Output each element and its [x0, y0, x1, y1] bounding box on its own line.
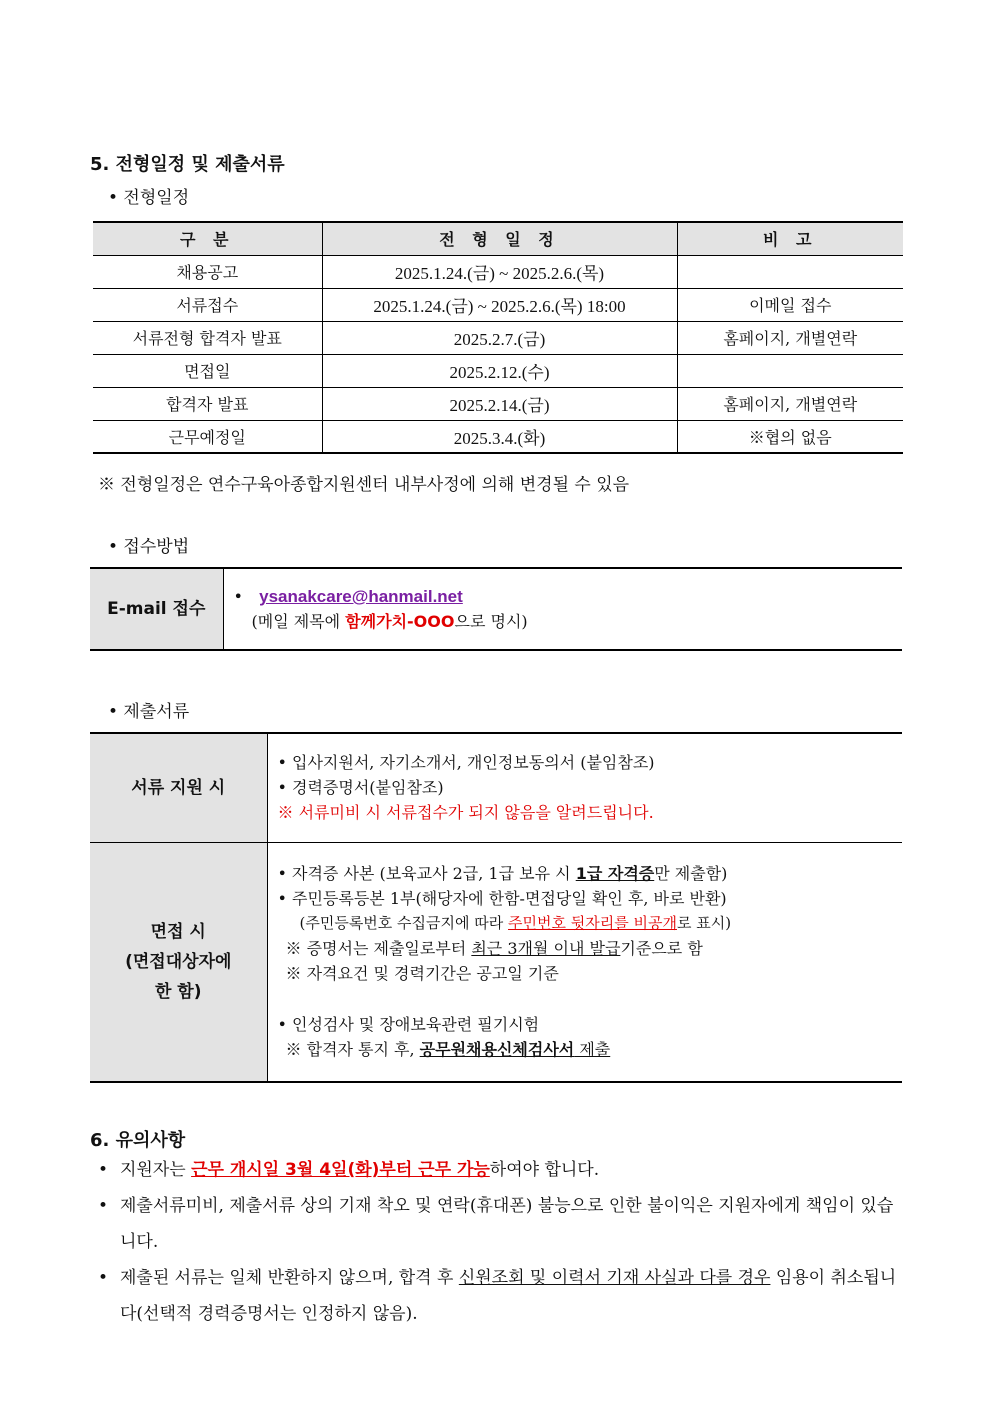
row-date: 2025.1.24.(금) ~ 2025.2.6.(목) [322, 255, 677, 288]
subject-suffix: 으로 명시) [454, 612, 528, 631]
resident-line: • 주민등록등본 1부(해당자에 한함-면접당일 확인 후, 바로 반환) [277, 889, 727, 909]
docs-interview-row [90, 842, 902, 1082]
caution-3-highlight: 신원조회 및 이력서 기재 사실과 다를 경우 [458, 1268, 771, 1288]
caution-bullet: • [98, 1268, 109, 1288]
caution-item-3 [98, 1260, 904, 1332]
caution-1-prefix: 지원자는 [120, 1160, 192, 1180]
docs-apply-label: 서류 지원 시 [90, 733, 267, 842]
apply-warning: ※ 서류미비 시 서류접수가 되지 않음을 알려드립니다. [277, 803, 654, 823]
apply-item-1: • 입사지원서, 자기소개서, 개인정보동의서 (붙임참조) [277, 753, 655, 773]
caution-bullet: • [98, 1160, 109, 1180]
resident-note-highlight: 주민번호 뒷자리를 비공개 [508, 914, 677, 933]
cert-prefix: • 자격증 사본 (보육교사 2급, 1급 보유 시 [277, 864, 576, 884]
qualification-note: ※ 자격요건 및 경력기간은 공고일 기준 [285, 964, 559, 984]
row-category: 합격자 발표 [93, 387, 322, 420]
test-line: • 인성검사 및 장애보육관련 필기시험 [277, 1015, 540, 1035]
row-remark [677, 354, 903, 387]
caution-1-highlight: 근무 개시일 3월 4일(화)부터 근무 가능 [191, 1160, 490, 1180]
email-link[interactable]: ysanakcare@hanmail.net [259, 587, 463, 606]
issue-line [278, 936, 893, 961]
email-bullet: • [233, 587, 243, 606]
table-row [93, 354, 903, 387]
docs-apply-row [90, 733, 902, 842]
cautions-list [98, 1152, 904, 1332]
caution-3-suffix: 임용이 취소됩니다(선택적 경력증명서는 인정하지 않음). [120, 1268, 897, 1324]
interview-label-line-2: (면접대상자에 [125, 951, 232, 972]
subject-highlight: 함께가치-OOO [345, 612, 455, 631]
row-date: 2025.2.7.(금) [322, 321, 677, 354]
row-category: 근무예정일 [93, 420, 322, 453]
issue-suffix: 기준으로 함 [620, 939, 703, 959]
pass-line [278, 1037, 893, 1062]
caution-1-suffix: 하여야 합니다. [489, 1160, 600, 1180]
method-row [90, 568, 902, 650]
pass-highlight: 공무원채용신체검사서 [419, 1040, 575, 1060]
subject-prefix: (메일 제목에 [251, 612, 346, 631]
schedule-note: ※ 전형일정은 연수구육아종합지원센터 내부사정에 의해 변경될 수 있음 [98, 475, 630, 495]
row-category: 서류전형 합격자 발표 [93, 321, 322, 354]
docs-apply-content [267, 733, 902, 842]
caution-bullet: • [98, 1196, 109, 1216]
resident-note-suffix: 로 표시) [676, 914, 732, 933]
header-schedule: 전 형 일 정 [322, 222, 677, 255]
interview-label-line-3: 한 함) [154, 981, 202, 1002]
email-line [234, 584, 893, 609]
caution-3-prefix: 제출된 서류는 일체 반환하지 않으며, 합격 후 [120, 1268, 459, 1288]
cert-suffix: 만 제출함) [654, 864, 728, 884]
method-label: E-mail 접수 [90, 568, 223, 650]
header-category: 구 분 [93, 222, 322, 255]
section-5-title: 5. 전형일정 및 제출서류 [90, 154, 285, 175]
caution-item-1 [98, 1152, 904, 1188]
interview-label-line-1: 면접 시 [150, 921, 206, 942]
row-date: 2025.1.24.(금) ~ 2025.2.6.(목) 18:00 [322, 288, 677, 321]
table-row [93, 321, 903, 354]
schedule-heading: • 전형일정 [108, 188, 190, 208]
pass-suffix: 제출 [574, 1040, 611, 1060]
resident-note-prefix: (주민등록번호 수집금지에 따라 [299, 914, 509, 933]
docs-interview-content [267, 842, 902, 1082]
docs-heading: • 제출서류 [108, 702, 190, 722]
row-remark: ※협의 없음 [677, 420, 903, 453]
schedule-table [93, 221, 903, 454]
row-remark [677, 255, 903, 288]
method-table [90, 567, 902, 651]
docs-table [90, 732, 902, 1083]
caution-item-2 [98, 1188, 904, 1260]
subject-line [234, 609, 893, 634]
table-row [93, 288, 903, 321]
row-date: 2025.3.4.(화) [322, 420, 677, 453]
cert-line [278, 861, 893, 886]
row-remark: 이메일 접수 [677, 288, 903, 321]
docs-interview-label [90, 842, 267, 1082]
method-heading: • 접수방법 [108, 537, 190, 557]
table-row [93, 420, 903, 453]
row-category: 서류접수 [93, 288, 322, 321]
row-remark: 홈페이지, 개별연락 [677, 321, 903, 354]
resident-note-line [278, 911, 893, 936]
row-category: 채용공고 [93, 255, 322, 288]
pass-prefix: ※ 합격자 통지 후, [285, 1040, 420, 1060]
schedule-header-row [93, 222, 903, 255]
section-6-title: 6. 유의사항 [90, 1130, 186, 1151]
apply-item-2: • 경력증명서(붙임참조) [277, 778, 444, 798]
method-content [223, 568, 902, 650]
row-date: 2025.2.14.(금) [322, 387, 677, 420]
row-remark: 홈페이지, 개별연락 [677, 387, 903, 420]
issue-prefix: ※ 증명서는 제출일로부터 [285, 939, 472, 959]
issue-highlight: 최근 3개월 이내 발급 [471, 939, 621, 959]
row-date: 2025.2.12.(수) [322, 354, 677, 387]
cert-highlight: 1급 자격증 [575, 864, 655, 884]
caution-2-text: 제출서류미비, 제출서류 상의 기재 착오 및 연락(휴대폰) 불능으로 인한 불이익은 지원자에게 책임이 있습니다. [120, 1196, 894, 1252]
row-category: 면접일 [93, 354, 322, 387]
header-remarks: 비 고 [677, 222, 903, 255]
table-row [93, 387, 903, 420]
table-row [93, 255, 903, 288]
